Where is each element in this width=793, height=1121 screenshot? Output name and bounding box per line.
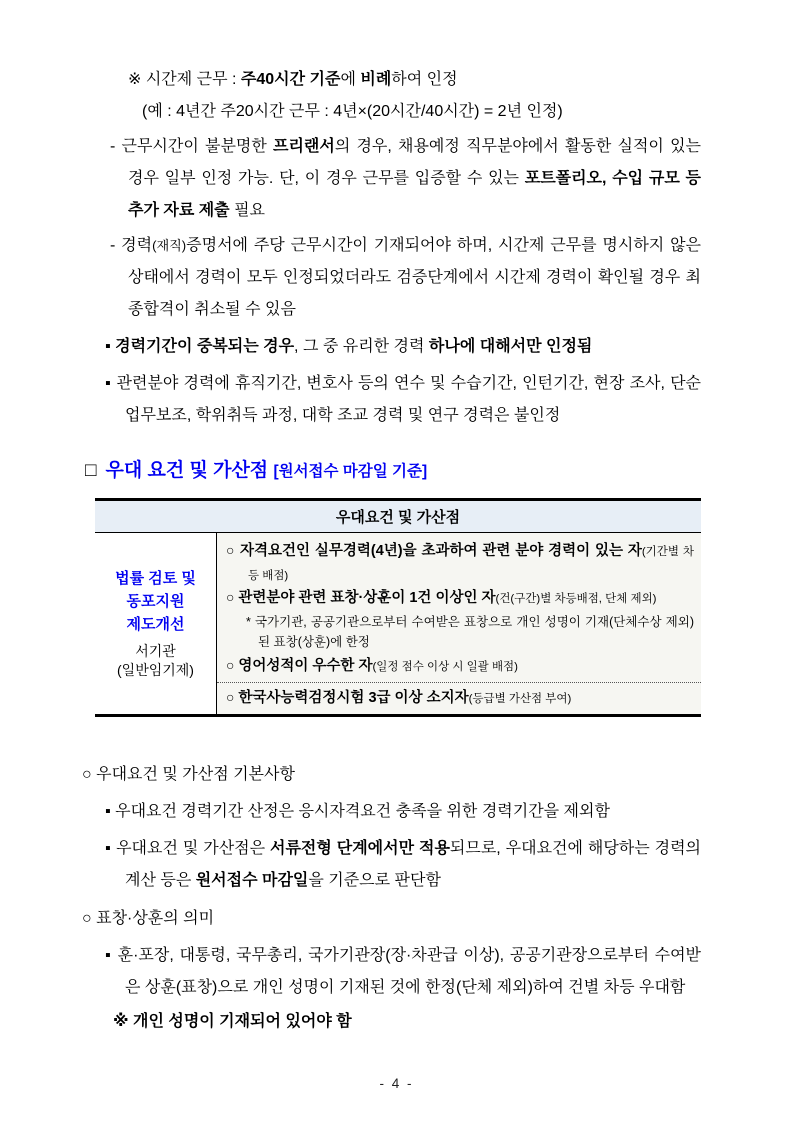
basics-heading: ○ 우대요건 및 가산점 기본사항 xyxy=(82,765,295,783)
text-run: (등급별 가산점 부여) xyxy=(468,692,572,705)
text-run: ▪ xyxy=(105,338,116,355)
personal-name-note: ※ 개인 성명이 기재되어 있어야 함 xyxy=(113,1012,352,1030)
criteria-footnote xyxy=(226,612,694,652)
text-run: (재직) xyxy=(152,238,187,253)
career-certificate-note xyxy=(110,230,701,326)
criteria-item xyxy=(226,686,694,710)
text-run: 영어성적이 우수한 자 xyxy=(238,658,373,675)
text-run: ▪ 우대요건 경력기간 산정은 응시자격요건 충족을 위한 경력기간을 제외함 xyxy=(105,802,610,820)
text-run: 필요 xyxy=(229,202,265,219)
text-run: 의 경우, 채용예정 직무분야에서 활동한 실적이 있는 경우 일부 인정 가능. 단, 이 경우 근무를 입증할 수 있는 xyxy=(128,138,701,187)
preference-table xyxy=(95,498,701,717)
text-run: - 경력 xyxy=(110,237,153,254)
text-run: ○ xyxy=(226,688,239,705)
text-run: 을 기준으로 판단함 xyxy=(308,871,441,889)
text-run: 서류전형 단계에서만 적용 xyxy=(270,839,450,857)
text-run: 경력기간이 중복되는 경우 xyxy=(115,338,295,355)
section-heading xyxy=(85,458,701,485)
section-heading-title: 우대 요건 및 가산점 xyxy=(105,460,269,481)
freelancer-note xyxy=(110,131,701,227)
text-run: ○ xyxy=(226,589,239,606)
parttime-example-line: (예 : 4년간 주20시간 근무 : 4년×(20시간/40시간) = 2년 인정) xyxy=(142,103,563,120)
text-run: (건(구간)별 차등배점, 단체 제외) xyxy=(495,593,657,606)
details-section xyxy=(82,759,701,1038)
position-title-line: 동포지원 xyxy=(126,593,185,611)
text-run: ▪ 관련분야 경력에 휴직기간, 변호사 등의 연수 및 수습기간, 인턴기간, 현장 조사, 단순업무보조, 학위취득 과정, 대학 조교 경력 및 연구 경력은 불인정 xyxy=(105,375,701,424)
text-run: * 국가기관, 공공기관으로부터 수여받은 표창으로 개인 성명이 기재(단체수상 제외)된 표창(상훈)에 한정 xyxy=(246,615,694,650)
table-body-row xyxy=(95,533,701,714)
text-run: ▪ 우대요건 및 가산점은 xyxy=(105,839,271,857)
section-heading-subtitle: [원서접수 마감일 기준] xyxy=(273,463,428,480)
criteria-item xyxy=(226,539,694,586)
parttime-rule-line xyxy=(128,64,701,96)
criteria-item xyxy=(226,654,694,678)
text-run: 비례 xyxy=(360,71,392,88)
award-meaning-heading: ○ 표창·상훈의 의미 xyxy=(82,909,215,927)
criteria-last-group xyxy=(217,682,701,714)
text-run: 하나에 대해서만 인정됨 xyxy=(428,338,593,355)
text-run: 포트폴리오, 수입 규모 등 추가 자료 제출 xyxy=(128,170,701,219)
position-type-line: (일반임기제) xyxy=(117,661,194,678)
text-run: 원서접수 마감일 xyxy=(195,871,309,889)
text-run: 하여 인정 xyxy=(391,71,458,88)
position-title-line: 제도개선 xyxy=(126,616,185,634)
text-run: (기간별 차등 배점) xyxy=(248,545,694,582)
text-run: 한국사능력검정시험 3급 이상 소지자 xyxy=(238,689,469,706)
text-run: ○ xyxy=(226,541,240,558)
text-run: - 근무시간이 불분명한 xyxy=(110,138,273,155)
text-run: 에 xyxy=(340,71,361,88)
worktime-notes-section xyxy=(95,64,701,432)
criteria-item xyxy=(226,586,694,610)
text-run: ※ 시간제 근무 : xyxy=(128,71,241,88)
basics-item xyxy=(105,833,701,897)
criteria-cell xyxy=(217,533,701,714)
page-number: - 4 - xyxy=(379,1076,414,1091)
position-cell xyxy=(95,533,217,714)
overlapping-career-note xyxy=(105,331,701,363)
text-run: 증명서에 주당 근무시간이 기재되어야 하며, 시간제 근무를 명시하지 않은 상태에서 경력이 모두 인정되었더라도 검증단계에서 시간제 경력이 확인될 경우 최종합격이 취소될 수 있음 xyxy=(128,237,701,318)
text-run: 주40시간 기준 xyxy=(240,71,341,88)
square-bullet-icon: □ xyxy=(85,460,97,481)
table-header-cell: 우대요건 및 가산점 xyxy=(95,501,701,533)
criteria-main-group xyxy=(217,533,701,682)
text-run: ▪ 훈·포장, 대통령, 국무총리, 국가기관장(장·차관급 이상), 공공기관장으로부터 수여받은 상훈(표창)으로 개인 성명이 기재된 것에 한정(단체 제외)하여 건별 차등 우대함 xyxy=(105,946,701,996)
text-run: (일정 점수 이상 시 일괄 배점) xyxy=(372,661,518,674)
text-run: 자격요건인 실무경력(4년)을 초과하여 관련 분야 경력이 있는 자 xyxy=(240,542,642,559)
text-run: , 그 중 유리한 경력 xyxy=(294,338,429,355)
basics-item xyxy=(105,796,701,828)
position-grade-line: 서기관 xyxy=(135,642,176,659)
position-title-line: 법률 검토 및 xyxy=(115,569,196,587)
award-meaning-item xyxy=(105,940,701,1004)
text-run: ○ xyxy=(226,657,239,674)
text-run: 관련분야 관련 표창·상훈이 1건 이상인 자 xyxy=(238,590,496,607)
text-run: 되므로, 우대요건에 해당하는 경력의 계산 등은 xyxy=(125,839,701,889)
excluded-career-note xyxy=(105,368,701,432)
text-run: 프리랜서 xyxy=(273,138,335,155)
